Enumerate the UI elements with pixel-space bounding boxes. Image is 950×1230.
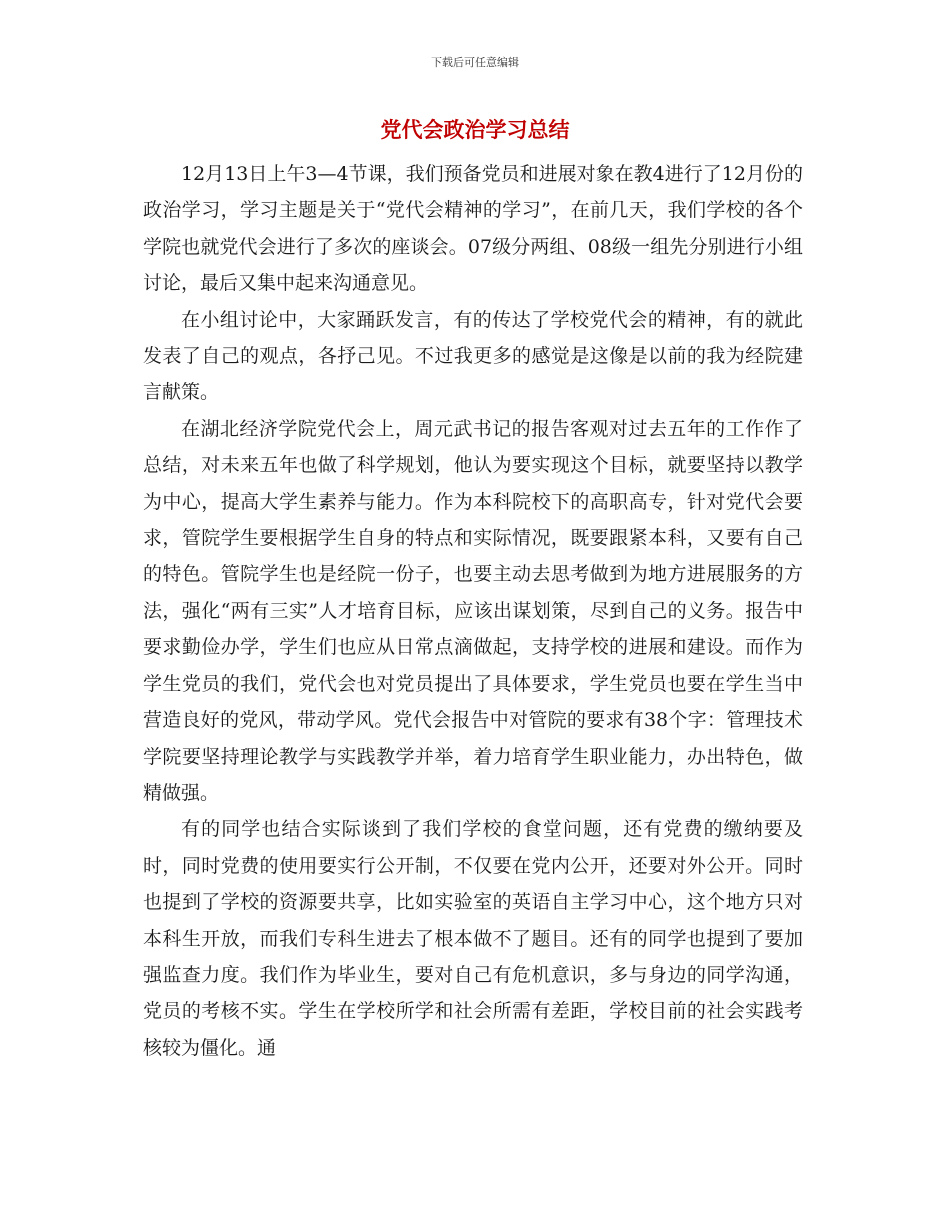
paragraph-2: 在小组讨论中，大家踊跃发言，有的传达了学校党代会的精神，有的就此发表了自己的观点，各抒己见。不过我更多的感觉是这像是以前的我为经院建言献策。 xyxy=(143,308,803,404)
document-title: 党代会政治学习总结 xyxy=(380,118,570,142)
paragraph-3: 在湖北经济学院党代会上，周元武书记的报告客观对过去五年的工作作了总结，对未来五年也做了科学规划，他认为要实现这个目标，就要坚持以教学为中心，提高大学生素养与能力。作为本科院校下的高职高专，针对党代会要求，管院学生要根据学生自身的特点和实际情况，既要跟紧本科，又要有自己的特色。管院学生也是经院一份子，也要主动去思考做到为地方进展服务的方法，强化“两有三实”人才培育目标，应该出谋划策，尽到自己的义务。报告中要求勤俭办学，学生们也应从日常点滴做起，支持学校的进展和建设。而作为学生党员的我们，党代会也对党员提出了具体要求，学生党员也要在学生当中营造良好的党风，带动学风。党代会报告中对管院的要求有38个字：管理技术学院要坚持理论教学与实践教学并举，着力培育学生职业能力，办出特色，做精做强。 xyxy=(143,417,803,804)
document-body xyxy=(143,156,803,1066)
header-note: 下载后可任意编辑 xyxy=(431,56,519,69)
paragraph-4: 有的同学也结合实际谈到了我们学校的食堂问题，还有党费的缴纳要及时，同时党费的使用要实行公开制，不仅要在党内公开，还要对外公开。同时也提到了学校的资源要共享，比如实验室的英语自主学习中心，这个地方只对本科生开放，而我们专科生进去了根本做不了题目。还有的同学也提到了要加强监查力度。我们作为毕业生，要对自己有危机意识，多与身边的同学沟通，党员的考核不实。学生在学校所学和社会所需有差距，学校目前的社会实践考核较为僵化。通 xyxy=(143,818,803,1059)
paragraph-1: 12月13日上午3—4节课，我们预备党员和进展对象在教4进行了12月份的政治学习，学习主题是关于“党代会精神的学习”，在前几天，我们学校的各个学院也就党代会进行了多次的座谈会。07级分两组、08级一组先分别进行小组讨论，最后又集中起来沟通意见。 xyxy=(143,163,803,295)
